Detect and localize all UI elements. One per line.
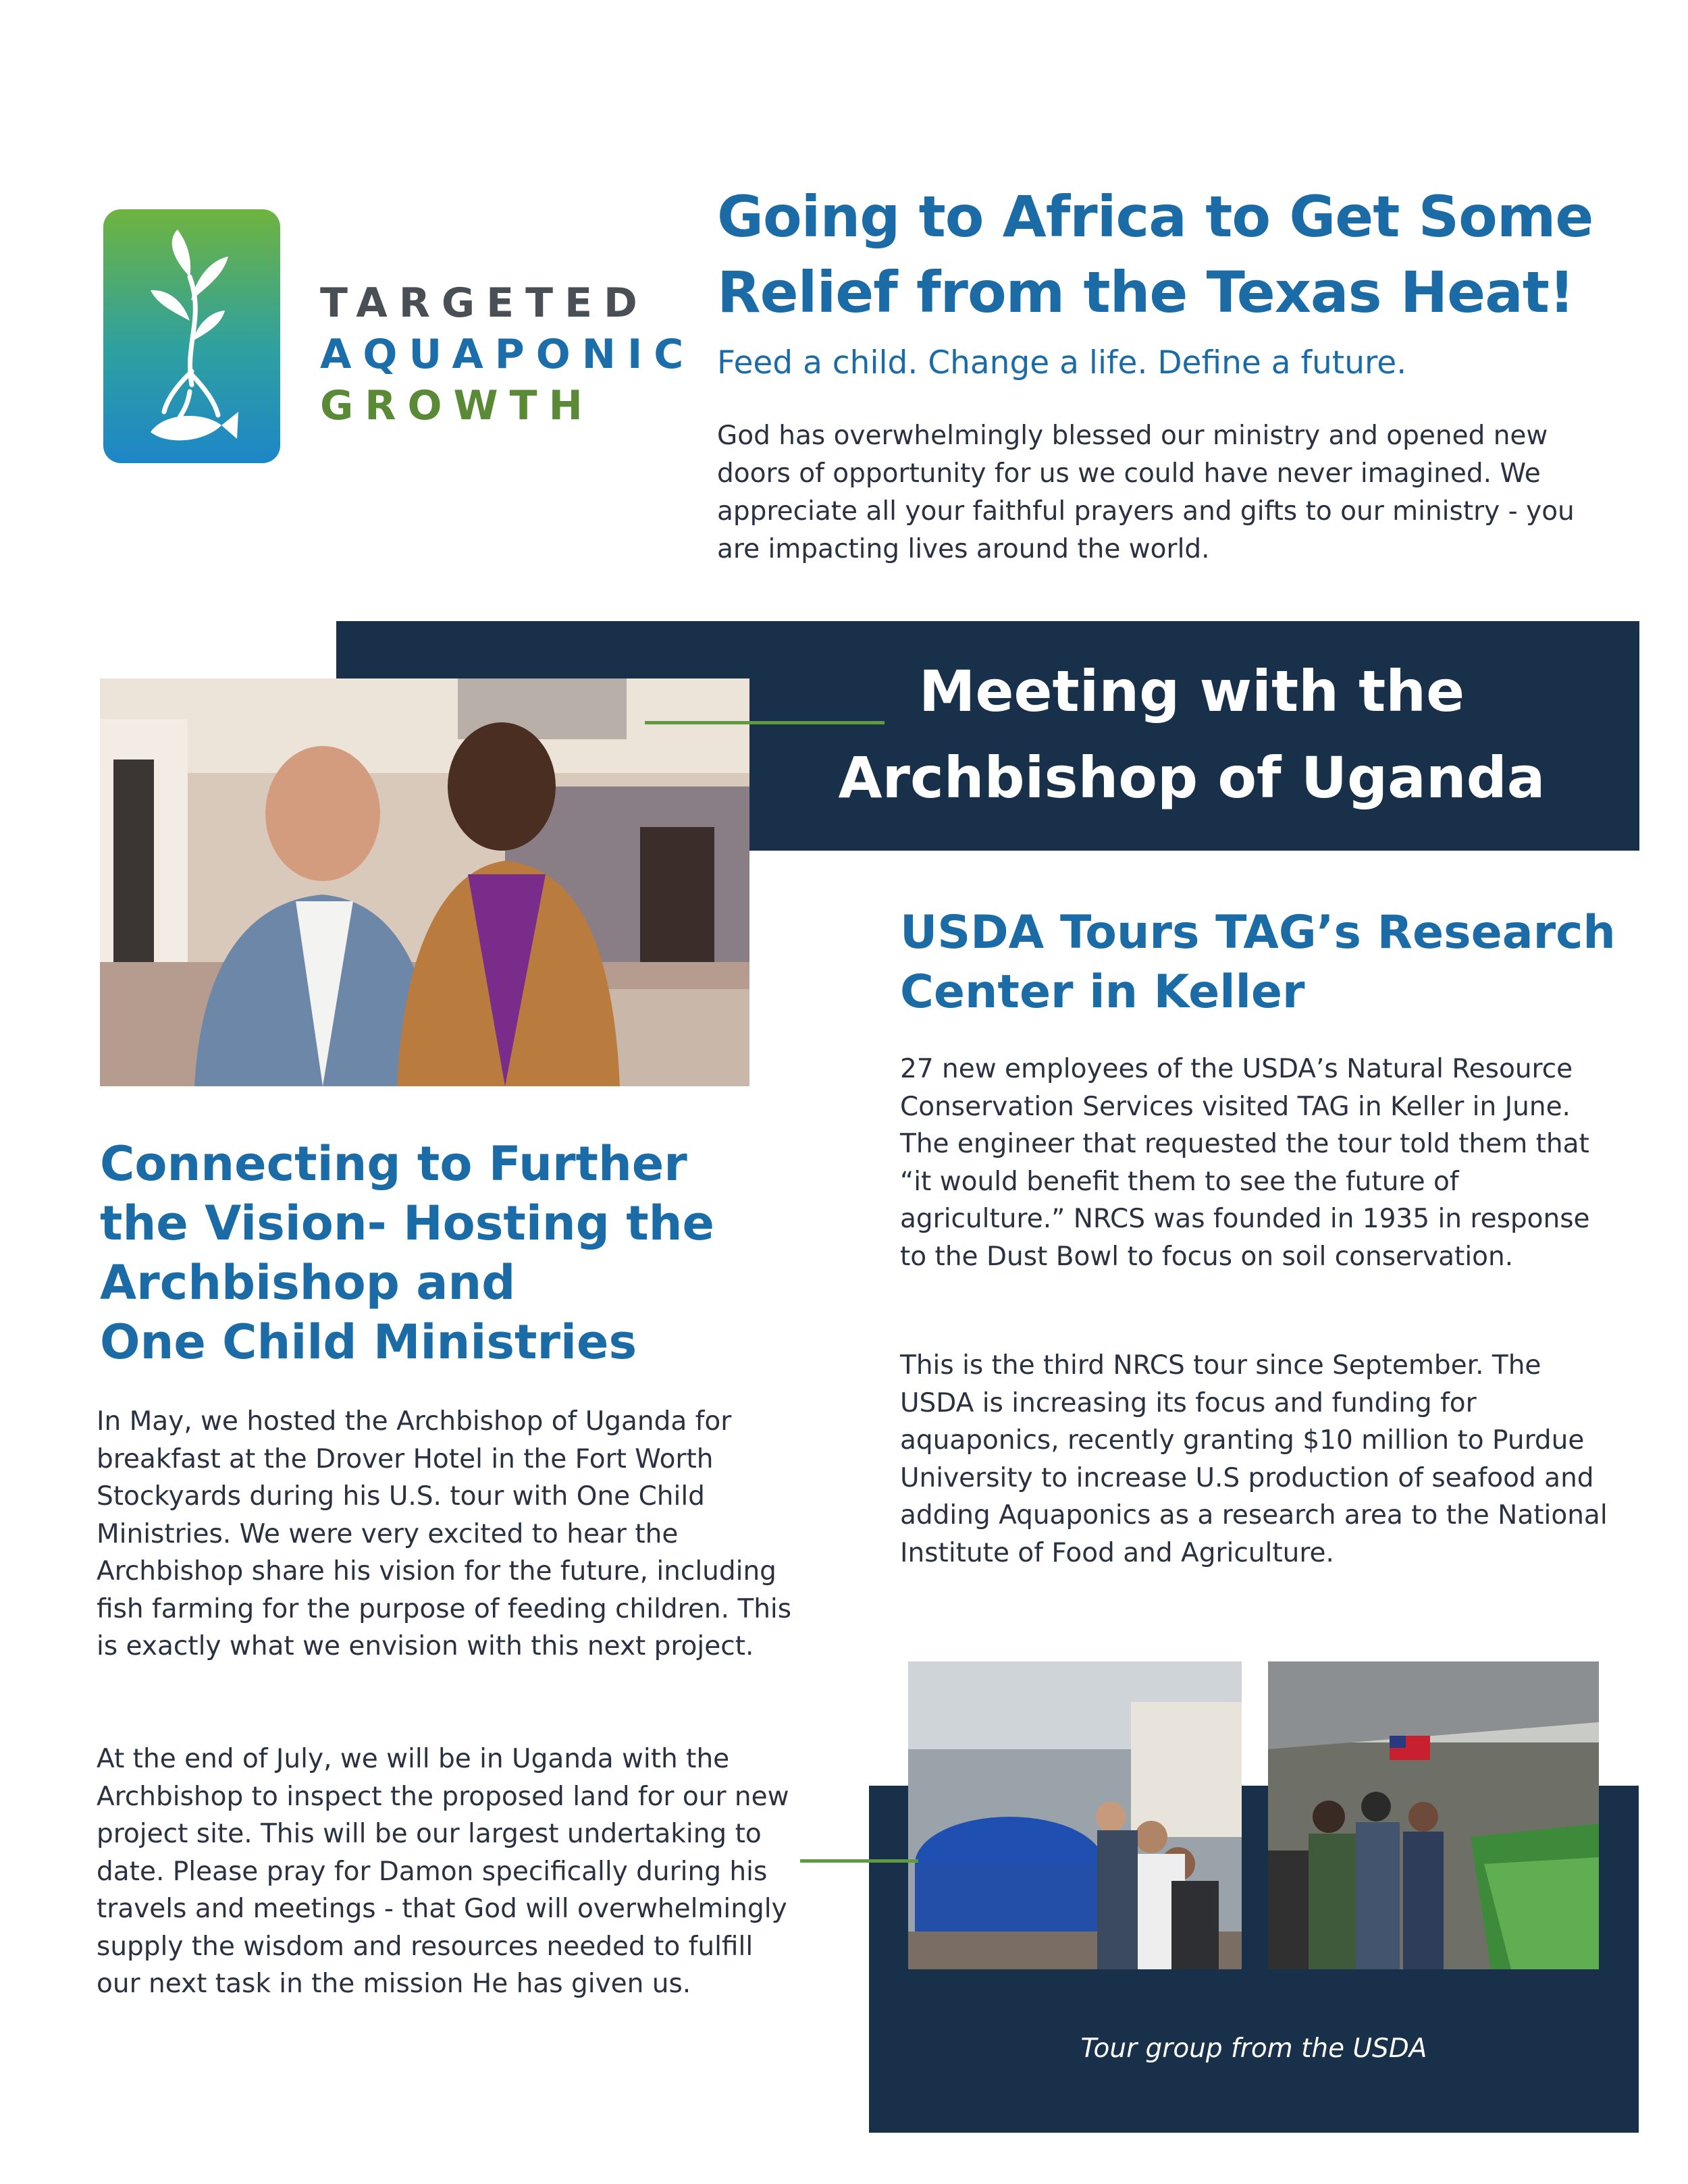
logo-word-targeted: TARGETED [320, 279, 649, 327]
connecting-paragraph-1: In May, we hosted the Archbishop of Uganda for breakfast at the Drover Hotel in the Fort Worth Stockyards during his U.S. tour with One Child Ministries. We were very excited to hear the Archbishop share his vision for the future, including fish farming for the purpose of feeding children. This is exactly what we envision with this next project. [97, 1406, 792, 1661]
archbishop-photo [100, 678, 749, 1086]
intro-paragraph: God has overwhelmingly blessed our ministry and opened new doors of opportunity for us we could have never imagined. We appreciate all your faithful prayers and gifts to our ministry - you are impacting lives around the world. [717, 421, 1575, 564]
usda-heading [900, 903, 1650, 1022]
gallery-caption: Tour group from the USDA [1080, 2033, 1427, 2064]
banner-heading-line-2: Archbishop of Uganda [838, 745, 1546, 811]
usda-paragraph-2: This is the third NRCS tour since September. The USDA is increasing its focus and funding for aquaponics, recently granting $10 million to Purdue University to increase U.S production of seafood and adding Aquaponics as a research area to the National Institute of Food and Agriculture. [900, 1350, 1608, 1568]
logo-word-aquaponic: AQUAPONIC [320, 331, 695, 378]
connecting-heading-line-3: Archbishop and [100, 1255, 516, 1310]
tour-photo-tank [908, 1661, 1242, 1969]
tour-photo-greenhouse [1268, 1661, 1599, 1969]
banner-heading [743, 648, 1641, 821]
logo-mark [103, 209, 280, 463]
banner-heading-line-1: Meeting with the [918, 658, 1465, 724]
logo-word-growth: GROWTH [320, 382, 594, 429]
plant-fish-logo-icon [103, 209, 280, 463]
connecting-heading-line-2: the Vision- Hosting the [100, 1196, 714, 1251]
connecting-heading-line-4: One Child Ministries [100, 1314, 637, 1370]
connecting-heading-line-1: Connecting to Further [100, 1136, 687, 1192]
usda-heading-line-2: Center in Keller [900, 965, 1305, 1019]
gallery-accent-line [800, 1859, 918, 1863]
connecting-heading [100, 1134, 775, 1372]
connecting-paragraph-2: At the end of July, we will be in Uganda with the Archbishop to inspect the proposed land for our new project site. This will be our largest undertaking to date. Please pray for Damon specifically during his travels and meetings - that God will overwhelmingly supply the wisdom and resources needed to fulfill our next task in the mission He has given us. [97, 1744, 789, 1999]
page-title: Going to Africa to Get Some Relief from the Texas Heat! [717, 184, 1593, 325]
banner-accent-line [645, 721, 885, 724]
usda-paragraph-1: 27 new employees of the USDA’s Natural Resource Conservation Services visited TAG in Keller in June. The engineer that requested the tour told them that “it would benefit them to see the future of agriculture.” NRCS was founded in 1935 in response to the Dust Bowl to focus on soil conservation. [900, 1054, 1590, 1272]
usda-heading-line-1: USDA Tours TAG’s Research [900, 906, 1616, 959]
tagline: Feed a child. Change a life. Define a future. [717, 344, 1407, 381]
